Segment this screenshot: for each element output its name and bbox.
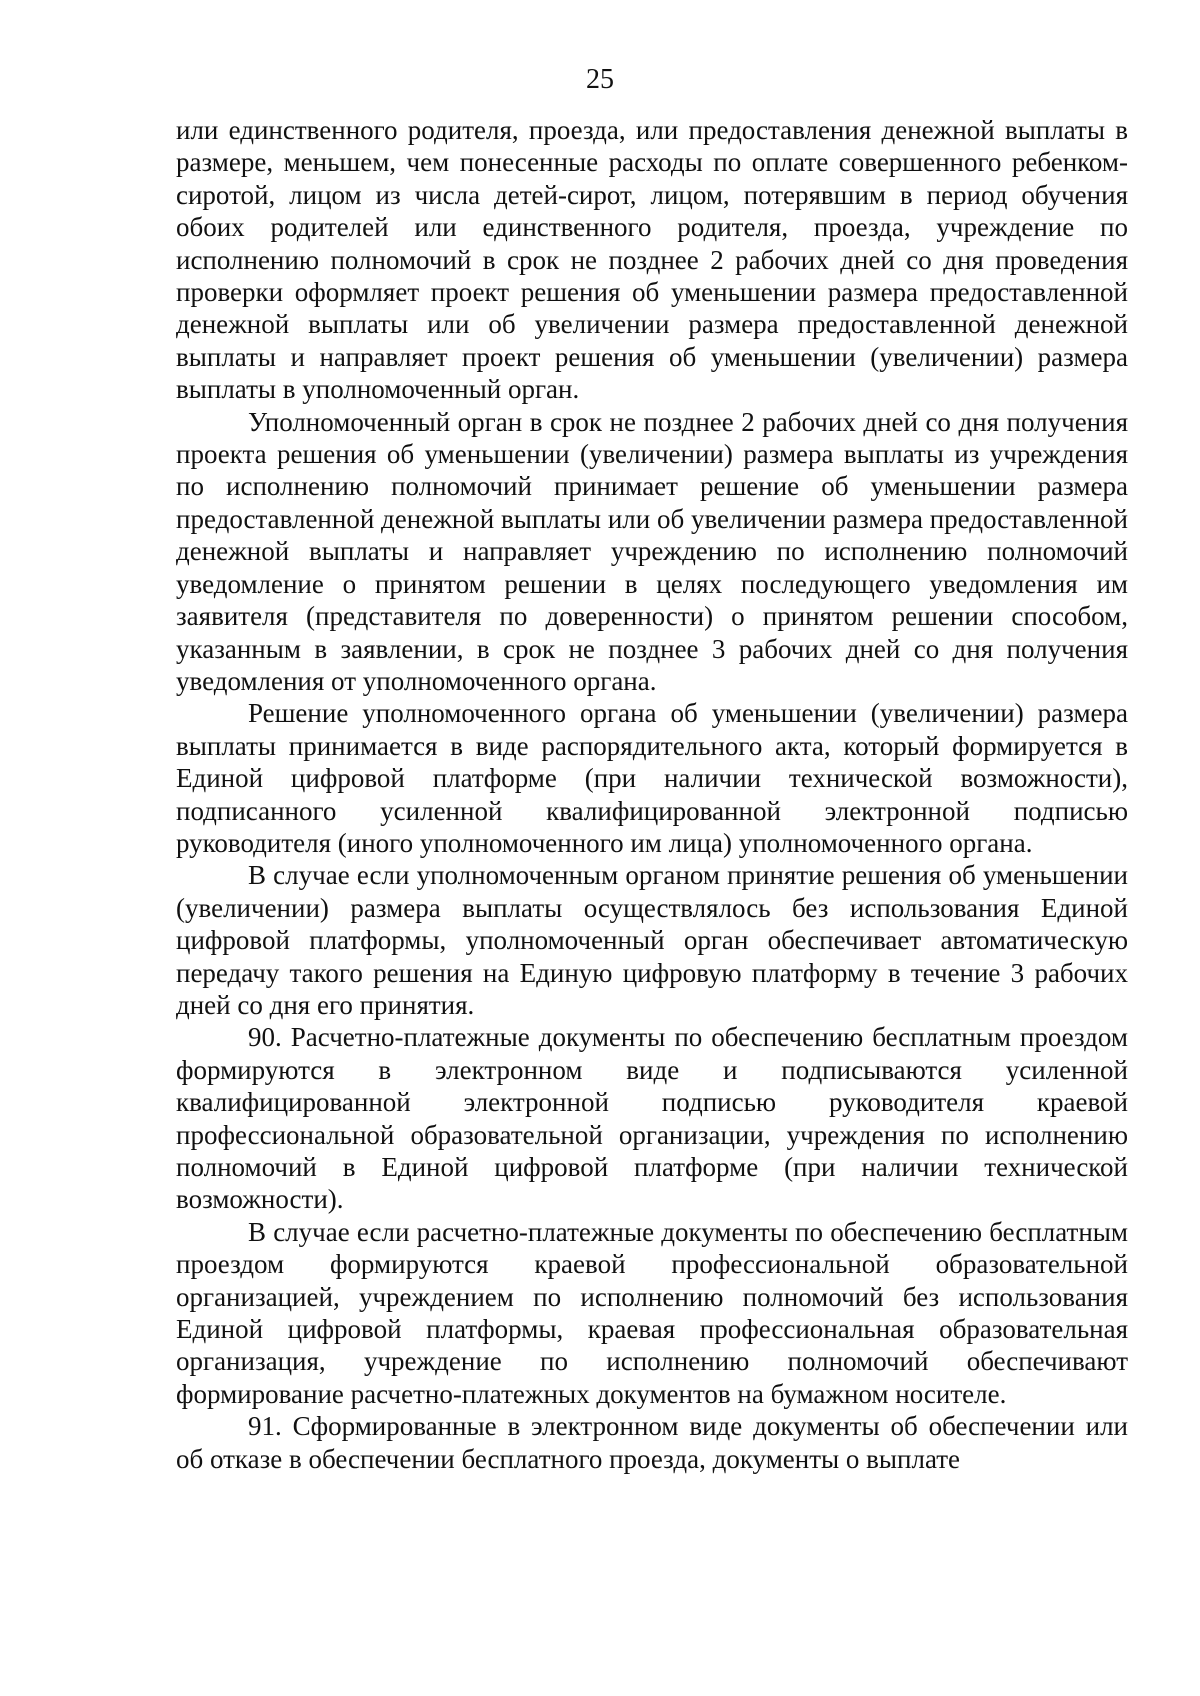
paragraph: В случае если расчетно-платежные документы по обеспечению бесплатным проездом формируются краевой профессиональной образовательной организацией, учреждением по исполнению полномочий без использования Единой цифровой платформы, краевая профессиональная образовательная организация, учреждение по исполнению полномочий обеспечивают формирование расчетно-платежных документов на бумажном носителе. bbox=[176, 1216, 1128, 1409]
paragraph: Уполномоченный орган в срок не позднее 2 рабочих дней со дня получения проекта решения об уменьшении (увеличении) размера выплаты из учреждения по исполнению полномочий принимает решение об уменьшении размера предоставленной денежной выплаты или об увеличении размера предоставленной денежной выплаты и направляет учреждению по исполнению полномочий уведомление о принятом решении в целях последующего уведомления им заявителя (представителя по доверенности) о принятом решении способом, указанным в заявлении, в срок не позднее 3 рабочих дней со дня получения уведомления от уполномоченного органа. bbox=[176, 406, 1128, 696]
paragraph: Решение уполномоченного органа об уменьшении (увеличении) размера выплаты принимается в виде распорядительного акта, который формируется в Единой цифровой платформе (при наличии технической возможности), подписанного усиленной квалифицированной электронной подписью руководителя (иного уполномоченного им лица) уполномоченного органа. bbox=[176, 698, 1128, 858]
document-body bbox=[176, 114, 1128, 1475]
paragraph: В случае если уполномоченным органом принятие решения об уменьшении (увеличении) размера выплаты осуществлялось без использования Единой цифровой платформы, уполномоченный орган обеспечивает автоматическую передачу такого решения на Единую цифровую платформу в течение 3 рабочих дней со дня его принятия. bbox=[176, 860, 1128, 1020]
paragraph: 91. Сформированные в электронном виде документы об обеспечении или об отказе в обеспечении бесплатного проезда, документы о выплате bbox=[176, 1411, 1128, 1474]
paragraph: 90. Расчетно-платежные документы по обеспечению бесплатным проездом формируются в электронном виде и подписываются усиленной квалифицированной электронной подписью руководителя краевой профессиональной образовательной организации, учреждения по исполнению полномочий в Единой цифровой платформе (при наличии технической возможности). bbox=[176, 1022, 1128, 1215]
paragraph: или единственного родителя, проезда, или предоставления денежной выплаты в размере, меньшем, чем понесенные расходы по оплате совершенного ребенком-сиротой, лицом из числа детей-сирот, лицом, потерявшим в период обучения обоих родителей или единственного родителя, проезда, учреждение по исполнению полномочий в срок не позднее 2 рабочих дней со дня проведения проверки оформляет проект решения об уменьшении размера предоставленной денежной выплаты или об увеличении размера предоставленной денежной выплаты и направляет проект решения об уменьшении (увеличении) размера выплаты в уполномоченный орган. bbox=[176, 115, 1128, 405]
page-number: 25 bbox=[586, 64, 614, 95]
